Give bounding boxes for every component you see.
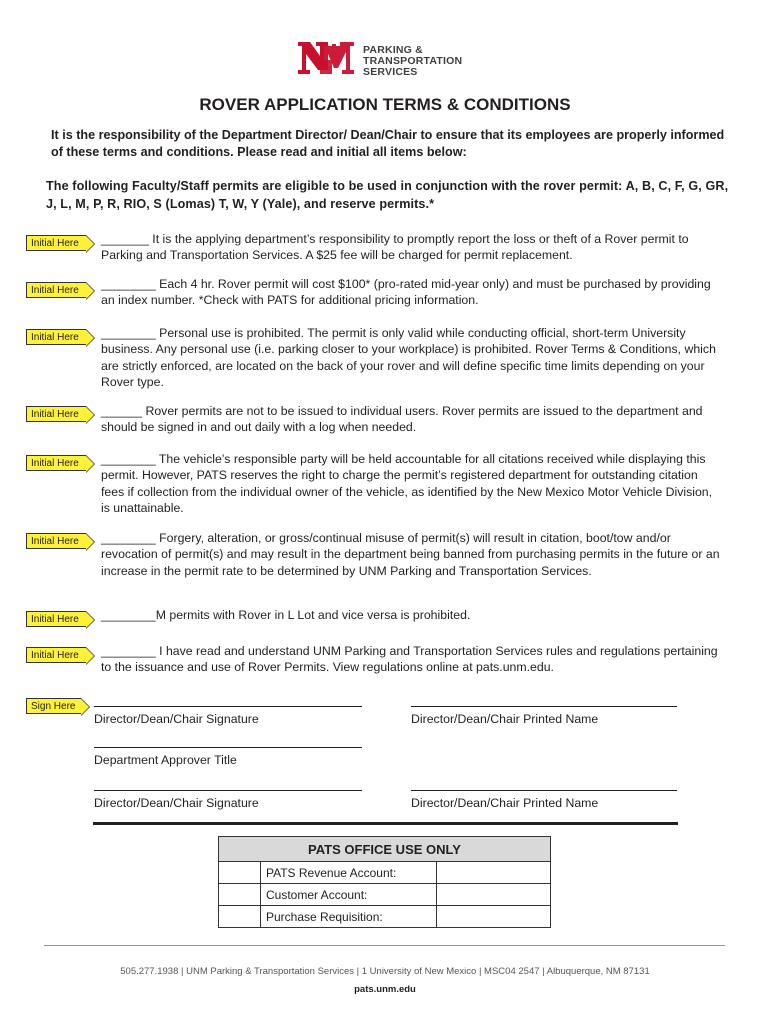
- office-row-label: Customer Account:: [261, 884, 437, 906]
- initial-here-tag[interactable]: Initial Here: [26, 611, 86, 627]
- office-blank-cell: [219, 862, 261, 884]
- section-divider: [93, 822, 678, 825]
- term-item: ______ Rover permits are not to be issued to individual users. Rover permits are issued to the department and should be signed in and out daily with a log when needed.: [101, 404, 703, 435]
- page-title: ROVER APPLICATION TERMS & CONDITIONS: [199, 95, 571, 114]
- office-blank-cell: [219, 884, 261, 906]
- office-blank-cell: [219, 906, 261, 928]
- footer-divider: [44, 945, 725, 946]
- office-row-label: PATS Revenue Account:: [261, 862, 437, 884]
- eligible-permits-note: The following Faculty/Staff permits are eligible to be used in conjunction with the rover permit: A, B, C, F, G, GR, J, L, M, P, R, RIO, S (Lomas) T, W, Y (Yale), and reserve permits.*: [46, 179, 729, 211]
- initial-here-tag[interactable]: Initial Here: [26, 406, 86, 422]
- director-signature-field[interactable]: Director/Dean/Chair Signature: [94, 706, 362, 726]
- office-use-heading: PATS OFFICE USE ONLY: [219, 837, 551, 862]
- director-printed-name-field-2[interactable]: Director/Dean/Chair Printed Name: [411, 790, 677, 810]
- office-row-value[interactable]: [437, 884, 551, 906]
- term-item: ________ The vehicle’s responsible party will be held accountable for all citations received while displaying this permit. However, PATS reserves the right to charge the permit’s registered department for outstanding citation fees if collection from the individual owner of the vehicle, as identified by the New Mexico Motor Vehicle Division, is unattainable.: [101, 452, 713, 516]
- office-row-value[interactable]: [437, 862, 551, 884]
- initial-here-tag[interactable]: Initial Here: [26, 455, 86, 471]
- approver-title-field[interactable]: Department Approver Title: [94, 747, 362, 767]
- director-signature-field-2[interactable]: Director/Dean/Chair Signature: [94, 790, 362, 810]
- office-row-label: Purchase Requisition:: [261, 906, 437, 928]
- initial-here-tag[interactable]: Initial Here: [26, 647, 86, 663]
- term-item: ________ I have read and understand UNM Parking and Transportation Services rules and regulations pertaining to the issuance and use of Rover Permits. View regulations online at pats.unm.edu.: [101, 644, 718, 675]
- sign-here-tag[interactable]: Sign Here: [26, 698, 81, 714]
- term-item: _______ It is the applying department’s responsibility to promptly report the loss or theft of a Rover permit to Parking and Transportation Services. A $25 fee will be charged for permit replacement.: [101, 232, 689, 263]
- term-item: ________ Personal use is prohibited. The permit is only valid while conducting official, short-term University business. Any personal use (i.e. parking closer to your workplace) is prohibited. Rover Terms & Conditions, which are strictly enforced, are located on the back of your rover and will define specific time limits depending on your Rover type.: [101, 326, 716, 390]
- initial-here-tag[interactable]: Initial Here: [26, 282, 86, 298]
- intro-text: It is the responsibility of the Department Director/ Dean/Chair to ensure that its employees are properly informed of these terms and conditions. Please read and initial all items below:: [51, 128, 725, 159]
- term-item: ________M permits with Rover in L Lot and vice versa is prohibited.: [101, 608, 471, 622]
- unm-logo-icon: [296, 40, 356, 83]
- org-name: PARKING & TRANSPORTATION SERVICES: [363, 44, 463, 78]
- term-item: ________ Forgery, alteration, or gross/continual misuse of permit(s) will result in citation, boot/tow and/or revocation of permit(s) and may result in the department being banned from purchasing permits in the future or an increase in the permit rate to be determined by UNM Parking and Transportation Services.: [101, 531, 720, 578]
- footer-contact: 505.277.1938 | UNM Parking & Transportation Services | 1 University of New Mexico | MSC04 2547 | Albuquerque, NM 87131: [120, 966, 650, 977]
- initial-here-tag[interactable]: Initial Here: [26, 533, 86, 549]
- initial-here-tag[interactable]: Initial Here: [26, 235, 86, 251]
- director-printed-name-field[interactable]: Director/Dean/Chair Printed Name: [411, 706, 677, 726]
- initial-here-tag[interactable]: Initial Here: [26, 329, 86, 345]
- term-item: ________ Each 4 hr. Rover permit will cost $100* (pro-rated mid-year only) and must be purchased by providing an index number. *Check with PATS for additional pricing information.: [101, 277, 711, 308]
- office-use-table: [218, 836, 551, 928]
- footer-url[interactable]: pats.unm.edu: [354, 984, 416, 995]
- office-row-value[interactable]: [437, 906, 551, 928]
